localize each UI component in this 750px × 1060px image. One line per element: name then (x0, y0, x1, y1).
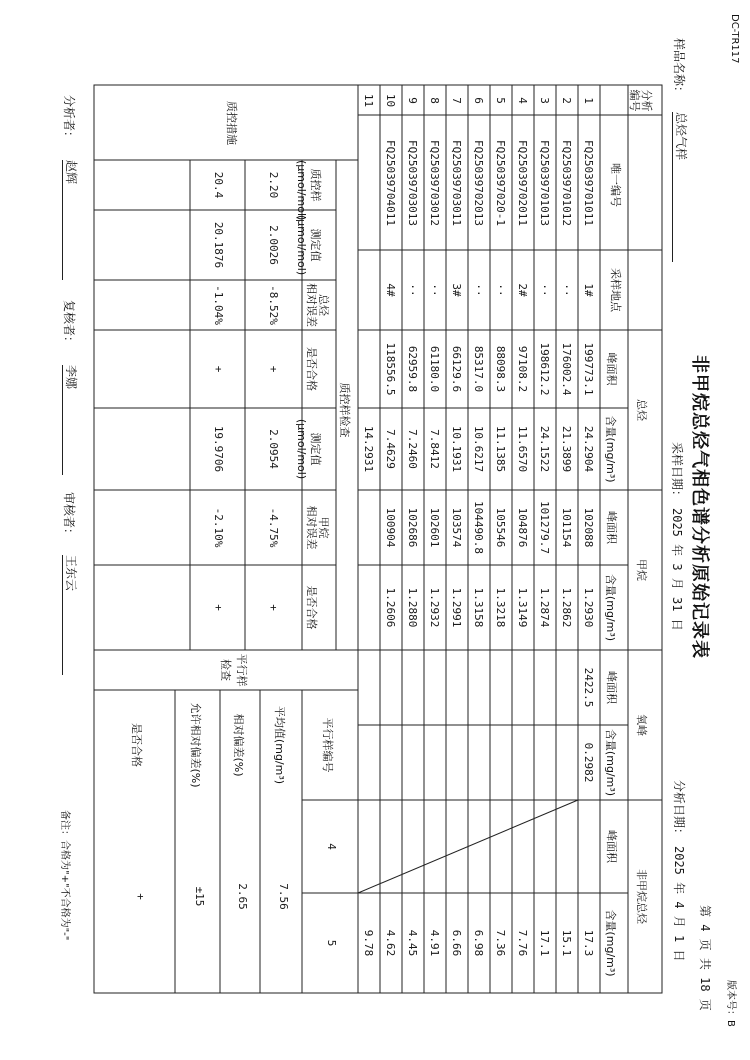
cell-ch4-area: 105546 (494, 507, 507, 548)
qc-section-label: 质控措施 (225, 101, 238, 145)
ch4-peak-area-head: 峰面积 (605, 511, 618, 544)
parallel-allowed: ±15 (193, 886, 206, 907)
sample-name-value: 总烃气样 (672, 112, 690, 262)
cell-thc-area: 118556.5 (384, 342, 397, 396)
cell-o2-c: 0.2982 (582, 742, 595, 783)
qc-ch4-meas-head: 测定值(μmol/mol) (295, 418, 322, 480)
qc-r2-thc-err: -1.04% (212, 285, 225, 325)
footer-note: 备注：合格为"+"不合格为"-" (59, 810, 70, 941)
cell-thc-c: 7.4629 (384, 429, 397, 469)
cell-no: 6 (472, 97, 485, 104)
cell-site: ·· (406, 283, 419, 297)
cell-ch4-c: 1.2862 (560, 587, 573, 628)
sample-name-label: 样品名称： (672, 38, 686, 99)
cell-uid: FQ25039703011 (450, 139, 463, 227)
cell-ch4-area: 101154 (560, 507, 573, 548)
parallel-dev-head: 相对偏差(%) (232, 713, 245, 777)
parallel-mean: 7.56 (277, 883, 290, 910)
qc-thc-pass-head: 是否合格 (305, 347, 318, 391)
cell-thc-c: 11.1385 (494, 425, 507, 473)
cell-nm-c: 7.76 (516, 929, 529, 957)
cell-ch4-area: 102601 (428, 507, 441, 548)
cell-ch4-area: 104490.8 (472, 501, 485, 554)
cell-uid: FQ25039702013 (472, 139, 485, 227)
cell-thc-area: 97108.2 (516, 345, 529, 393)
cell-thc-c: 10.1931 (450, 425, 463, 473)
cell-ch4-c: 1.2880 (406, 587, 419, 628)
cell-no: 7 (450, 97, 463, 104)
cell-uid: FQ25039701012 (560, 139, 573, 227)
cell-nm-c: 15.1 (560, 929, 573, 957)
cell-no: 11 (362, 93, 375, 108)
qc-r1-std: 2.20 (267, 171, 280, 199)
cell-ch4-area: 103574 (450, 507, 463, 548)
cell-nm-c: 9.78 (362, 929, 375, 957)
cell-ch4-c: 1.2874 (538, 587, 551, 628)
cell-nm-c: 6.98 (472, 929, 485, 957)
cell-uid: FQ25039703012 (428, 139, 441, 227)
cell-uid: FQ25039704011 (384, 139, 397, 227)
cell-nm-c: 4.45 (406, 929, 419, 957)
qc-r1-thc-meas: 2.0026 (267, 225, 280, 265)
qc-r2-thc-pass: + (212, 365, 225, 373)
cell-site: ·· (472, 283, 485, 297)
cell-thc-area: 62959.8 (406, 345, 419, 393)
parallel-no-1: 4 (325, 843, 338, 850)
qc-thc-err-head: 相对误差 (305, 283, 318, 327)
cell-thc-c: 24.1522 (538, 425, 551, 473)
parallel-mean-head: 平均值(mg/m³) (273, 705, 286, 785)
cell-thc-area: 61180.0 (428, 345, 441, 393)
analyst-sign: 赵辉 (62, 160, 80, 280)
cell-ch4-c: 1.3158 (472, 587, 485, 628)
qc-thc-name: 总烃 (317, 294, 330, 316)
cell-thc-c: 14.2931 (362, 425, 375, 473)
o2-content-head: 含量(mg/m³) (604, 728, 617, 797)
cell-uid: FQ250397020-1 (494, 139, 507, 227)
cell-ch4-c: 1.2930 (582, 587, 595, 628)
cell-site: ·· (560, 283, 573, 297)
sampling-date-label: 采样日期： (670, 442, 684, 503)
qc-r2-ch4-meas: 19.9706 (212, 425, 225, 473)
cell-uid: FQ25039701011 (582, 139, 595, 227)
cell-no: 5 (494, 97, 507, 104)
cell-site: 2# (516, 283, 529, 297)
nm-peak-area-head: 峰面积 (605, 830, 618, 863)
qc-thc-meas-head: 测定值(μmol/mol) (295, 214, 322, 276)
qc-r1-ch4-pass: + (267, 604, 280, 611)
cell-site: 4# (384, 283, 397, 297)
cell-no: 9 (406, 97, 419, 104)
col-nmhc: 非甲烷总烃 (635, 869, 648, 924)
cell-ch4-area: 102686 (406, 507, 419, 548)
cell-ch4-c: 1.3149 (516, 587, 529, 628)
cell-site: ·· (494, 283, 507, 297)
qc-r2-ch4-pass: + (212, 604, 225, 611)
qc-r1-thc-err: -8.52% (267, 285, 280, 325)
cell-o2-area: 2422.5 (582, 667, 595, 708)
page-info: 第 4 页 共 18 页 (698, 905, 712, 1011)
cell-ch4-c: 1.3218 (494, 587, 507, 628)
col-oxygen: 氧峰 (635, 714, 648, 736)
cell-no: 1 (582, 97, 595, 104)
ch4-content-head: 含量(mg/m³) (604, 573, 617, 642)
page-title: 非甲烷总烃气相色谱分析原始记录表 (689, 355, 710, 659)
analysis-date-value: 2025 年 4 月 1 日 (672, 846, 686, 962)
cell-no: 2 (560, 97, 573, 104)
cell-nm-c: 6.66 (450, 929, 463, 957)
cell-site: ·· (538, 283, 551, 297)
cell-no: 10 (384, 93, 397, 108)
qc-ch4-pass-head: 是否合格 (305, 585, 318, 630)
cell-thc-area: 198612.2 (538, 342, 551, 396)
qc-r1-ch4-meas: 2.0954 (267, 429, 280, 469)
parallel-no-2: 5 (325, 939, 338, 947)
analyst-label: 分析者： (62, 95, 76, 144)
col-unique-no: 唯一编号 (609, 163, 622, 207)
cell-site: 1# (582, 283, 595, 297)
parallel-section-label: 平行样检查 (219, 653, 248, 687)
cell-nm-c: 17.3 (582, 929, 595, 957)
reviewer-sign: 李娜 (62, 365, 80, 475)
cell-ch4-area: 104876 (516, 507, 529, 548)
cell-thc-c: 10.6217 (472, 425, 485, 473)
version-no: 版本号：B (725, 980, 736, 1027)
qc-check-label: 质控样检查 (338, 382, 351, 438)
qc-ch4-err-head: 相对误差 (305, 505, 318, 550)
approver-label: 审核者： (62, 492, 76, 541)
cell-nm-c: 4.62 (384, 929, 397, 957)
cell-thc-c: 21.3899 (560, 425, 573, 473)
o2-peak-area-head: 峰面积 (605, 671, 618, 704)
cell-thc-area: 176002.4 (560, 342, 573, 396)
reviewer-label: 复核者： (62, 300, 76, 349)
col-analysis-no: 分析编号 (628, 89, 653, 112)
doc-code: DC-TR117 (729, 14, 740, 64)
qc-r2-std: 20.4 (212, 171, 225, 199)
parallel-pass: + (134, 893, 147, 900)
cell-uid: FQ25039703013 (406, 139, 419, 227)
cell-uid: FQ25039702011 (516, 139, 529, 227)
qc-r2-ch4-err: -2.10% (212, 507, 225, 548)
cell-thc-area: 199773.1 (582, 342, 595, 396)
thc-content-head: 含量(mg/m³) (604, 415, 617, 483)
cell-thc-c: 7.8412 (428, 429, 441, 469)
cell-thc-area: 85317.0 (472, 345, 485, 393)
cell-site: ·· (428, 283, 441, 297)
cell-thc-area: 66129.6 (450, 345, 463, 393)
cell-thc-c: 11.6570 (516, 425, 529, 473)
cell-ch4-area: 101279.7 (538, 501, 551, 554)
cell-thc-c: 24.2904 (582, 425, 595, 473)
qc-ch4-name: 甲烷 (317, 516, 330, 539)
cell-ch4-c: 1.2932 (428, 587, 441, 628)
cell-no: 8 (428, 97, 441, 104)
cell-site: 3# (450, 283, 463, 297)
approver-sign: 王东云 (62, 555, 80, 675)
qc-sample-head: 质控样(μmol/mol) (295, 160, 322, 221)
cell-thc-area: 88098.3 (494, 345, 507, 393)
cell-nm-c: 7.36 (494, 929, 507, 957)
cell-uid: FQ25039701013 (538, 139, 551, 227)
cell-ch4-area: 100904 (384, 507, 397, 548)
cell-nm-c: 4.91 (428, 929, 441, 957)
cell-ch4-c: 1.2606 (384, 587, 397, 628)
qc-r1-ch4-err: -4.75% (267, 507, 280, 548)
nm-content-head: 含量(mg/m³) (604, 909, 617, 977)
parallel-dev: 2.65 (236, 883, 249, 910)
col-methane: 甲烷 (635, 559, 648, 581)
cell-no: 3 (538, 97, 551, 104)
qc-r1-thc-pass: + (267, 365, 280, 373)
col-thc: 总烃 (635, 399, 648, 421)
cell-no: 4 (516, 97, 529, 104)
cell-ch4-c: 1.2991 (450, 587, 463, 628)
sampling-date-value: 2025 年 3 月 31 日 (670, 508, 684, 631)
cell-thc-c: 7.2460 (406, 429, 419, 469)
cell-nm-c: 17.1 (538, 929, 551, 957)
cell-ch4-area: 102088 (582, 507, 595, 548)
parallel-allowed-head: 允许相对偏差(%) (189, 702, 202, 788)
analysis-date-label: 分析日期： (672, 780, 686, 841)
parallel-no-head: 平行样编号 (321, 717, 334, 773)
col-site: 采样地点 (609, 268, 622, 312)
qc-r2-thc-meas: 20.1876 (212, 221, 225, 269)
parallel-pass-head: 是否合格 (130, 723, 143, 767)
thc-peak-area-head: 峰面积 (605, 352, 618, 386)
